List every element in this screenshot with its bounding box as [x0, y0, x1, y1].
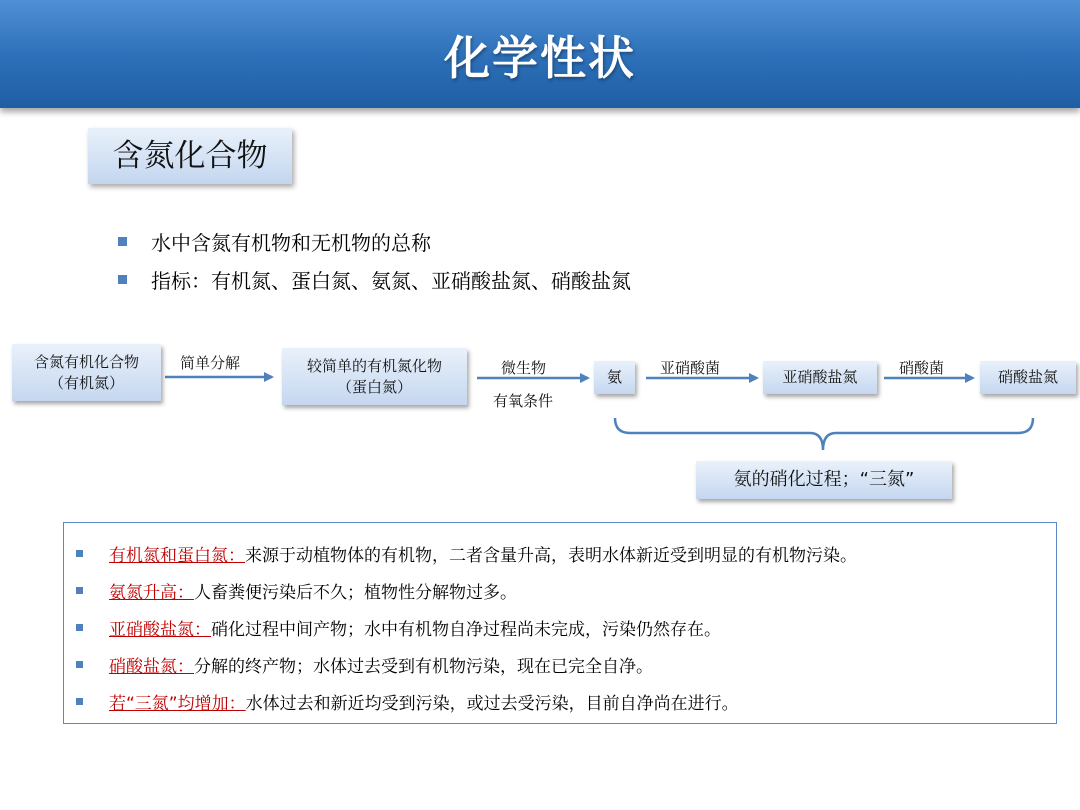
node-line: （蛋白氮）: [336, 377, 412, 396]
node-line: （有机氮）: [48, 373, 124, 392]
note-text: 分解的终产物；水体过去受到有机物污染，现在已完全自净。: [194, 657, 653, 677]
bullet-square-icon: [76, 698, 83, 705]
edge-label: 有氧条件: [493, 392, 554, 410]
node-line: 氨: [606, 368, 622, 386]
edge-label: 硝酸菌: [899, 359, 945, 377]
note-term: 亚硝酸盐氮：: [109, 620, 211, 640]
note-item: [76, 535, 1056, 572]
node-line: 硝酸盐氮: [997, 368, 1058, 386]
note-text: 硝化过程中间产物；水中有机物自净过程尚未完成，污染仍然存在。: [211, 620, 721, 640]
bullet-text: 指标：有机氮、蛋白氮、氨氮、亚硝酸盐氮、硝酸盐氮: [151, 268, 631, 293]
note-item: [76, 646, 1056, 683]
grouping-bracket: [615, 418, 1033, 450]
note-item: [76, 683, 1056, 720]
note-text: 人畜粪便污染后不久；植物性分解物过多。: [194, 583, 517, 603]
note-item: [76, 609, 1056, 646]
edge-label: 简单分解: [180, 354, 241, 372]
bullet-square-icon: [76, 661, 83, 668]
node-organic-nitrogen: [12, 344, 161, 401]
nitrification-summary: 氨的硝化过程；“三氮”: [696, 461, 952, 499]
note-text: 水体过去和新近均受到污染，或过去受污染，目前自净尚在进行。: [245, 694, 739, 714]
note-text: 来源于动植物体的有机物，二者含量升高，表明水体新近受到明显的有机物污染。: [245, 546, 857, 566]
note-term: 若“三氮”均增加：: [109, 694, 246, 714]
node-line: 含氮有机化合物: [33, 352, 139, 371]
note-term: 硝酸盐氮：: [109, 657, 194, 677]
node-ammonia: [594, 361, 635, 394]
node-nitrate-nitrogen: [980, 361, 1076, 394]
bullet-square-icon: [76, 550, 83, 557]
section-heading: 含氮化合物: [88, 128, 292, 184]
page-title: 化学性状: [444, 31, 636, 85]
bullet-square-icon: [76, 624, 83, 631]
node-line: 亚硝酸盐氮: [782, 368, 858, 386]
notes-box: [63, 522, 1057, 724]
node-line: 较简单的有机氮化物: [306, 356, 442, 375]
edge-label: 微生物: [501, 359, 547, 377]
bullet-text: 水中含氮有机物和无机物的总称: [151, 230, 431, 255]
node-protein-nitrogen: [282, 348, 467, 405]
edge-label: 亚硝酸菌: [660, 359, 721, 377]
note-item: [76, 572, 1056, 609]
note-term: 氨氮升高：: [109, 583, 194, 603]
node-nitrite-nitrogen: [763, 361, 877, 394]
bullet-square-icon: [76, 587, 83, 594]
note-term: 有机氮和蛋白氮：: [109, 546, 245, 566]
